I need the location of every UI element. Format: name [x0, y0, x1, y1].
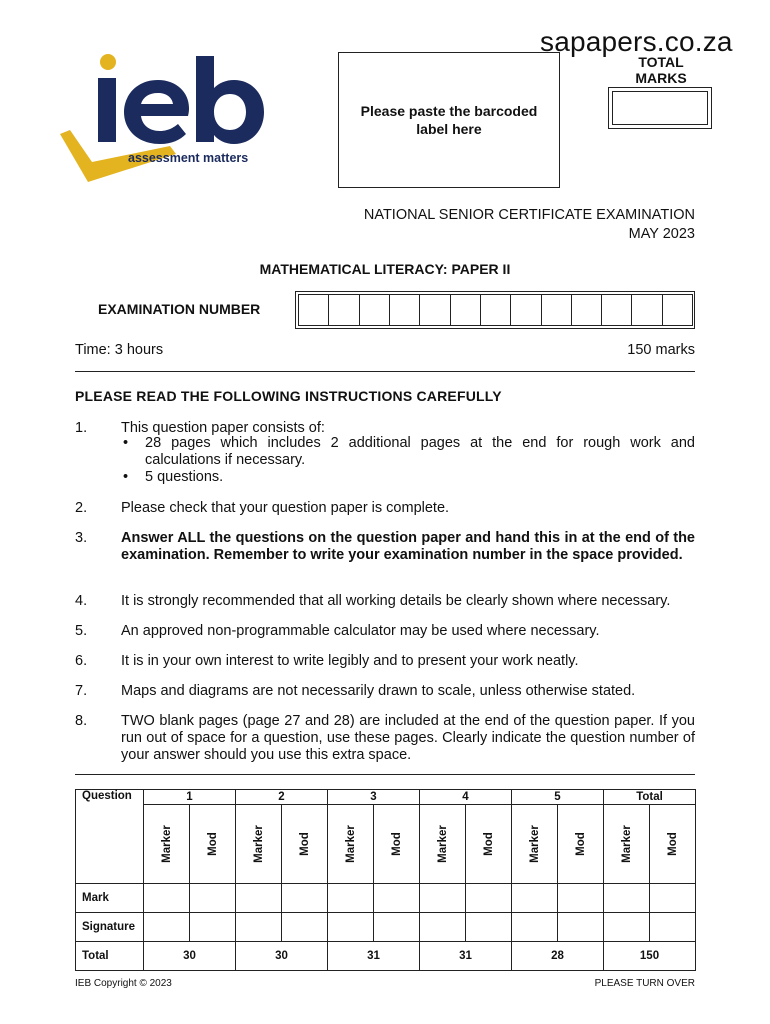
signature-cell[interactable] — [374, 913, 420, 942]
total-marks-box[interactable] — [608, 87, 712, 129]
instruction-number: 2. — [75, 500, 88, 516]
mod-label: Mod — [482, 832, 495, 856]
instruction-text: Maps and diagrams are not necessarily drawn to scale, unless otherwise stated. — [121, 683, 636, 699]
mod-label: Mod — [390, 832, 403, 856]
turn-over-note: PLEASE TURN OVER — [594, 978, 695, 989]
bullet-icon: • — [123, 469, 129, 485]
mark-row — [76, 884, 696, 913]
marker-column-header — [512, 805, 558, 884]
column-header: Total — [604, 790, 696, 805]
instruction-bullets — [121, 435, 695, 486]
column-header: 5 — [512, 790, 604, 805]
instruction-text: It is in your own interest to write legibly and to present your work neatly. — [121, 653, 579, 669]
mark-cell[interactable] — [466, 884, 512, 913]
total-marks-line2: MARKS — [635, 70, 687, 86]
watermark-text: sapapers.co.za — [540, 26, 733, 57]
mark-cell[interactable] — [604, 884, 650, 913]
column-header: 2 — [236, 790, 328, 805]
mod-label: Mod — [206, 832, 219, 856]
marker-column-header — [236, 805, 282, 884]
divider — [75, 371, 695, 372]
exam-title — [364, 206, 695, 244]
signature-cell[interactable] — [650, 913, 696, 942]
table-subheader-row — [76, 805, 696, 884]
mod-column-header — [374, 805, 420, 884]
mod-label: Mod — [298, 832, 311, 856]
mod-column-header — [190, 805, 236, 884]
grand-total: 150 — [604, 942, 696, 971]
mod-column-header — [466, 805, 512, 884]
list-item — [121, 435, 695, 469]
mark-cell[interactable] — [236, 884, 282, 913]
signature-cell[interactable] — [282, 913, 328, 942]
instruction-number: 8. — [75, 713, 88, 729]
marker-column-header — [328, 805, 374, 884]
signature-cell[interactable] — [236, 913, 282, 942]
instruction-number: 1. — [75, 420, 88, 436]
exam-number-cell[interactable] — [480, 294, 511, 326]
exam-number-cell[interactable] — [450, 294, 481, 326]
exam-number-cell[interactable] — [601, 294, 632, 326]
mod-label: Mod — [666, 832, 679, 856]
mark-cell[interactable] — [420, 884, 466, 913]
question-header: Question — [76, 790, 144, 884]
signature-cell[interactable] — [190, 913, 236, 942]
mark-cell[interactable] — [190, 884, 236, 913]
signature-cell[interactable] — [144, 913, 190, 942]
instruction-text: Answer ALL the questions on the question paper and hand this in at the end of the examination. Remember to write your examination number in the space provided. — [121, 530, 695, 563]
exam-title-line1: NATIONAL SENIOR CERTIFICATE EXAMINATION — [363, 207, 695, 223]
barcode-instruction-line2: label here — [416, 121, 482, 137]
table-header-row — [76, 790, 696, 805]
instruction-number: 7. — [75, 683, 88, 699]
mark-cell[interactable] — [512, 884, 558, 913]
question-total: 31 — [420, 942, 512, 971]
mod-column-header — [650, 805, 696, 884]
mark-cell[interactable] — [328, 884, 374, 913]
exam-number-cell[interactable] — [541, 294, 572, 326]
instruction-text: An approved non-programmable calculator may be used where necessary. — [121, 623, 600, 639]
exam-number-cell[interactable] — [510, 294, 541, 326]
marker-column-header — [144, 805, 190, 884]
signature-cell[interactable] — [420, 913, 466, 942]
instruction-text: It is strongly recommended that all working details be clearly shown where necessary. — [121, 593, 671, 609]
question-total: 28 — [512, 942, 604, 971]
exam-number-cell[interactable] — [631, 294, 662, 326]
signature-cell[interactable] — [558, 913, 604, 942]
exam-number-cell[interactable] — [419, 294, 450, 326]
bullet-text: 28 pages which includes 2 additional pages at the end for rough work and calculations if necessary. — [145, 435, 695, 468]
mark-cell[interactable] — [144, 884, 190, 913]
exam-number-cell[interactable] — [571, 294, 602, 326]
row-label: Mark — [76, 884, 144, 913]
ieb-logo — [58, 50, 278, 190]
signature-cell[interactable] — [604, 913, 650, 942]
instruction-number: 4. — [75, 593, 88, 609]
mark-cell[interactable] — [650, 884, 696, 913]
exam-number-cell[interactable] — [328, 294, 359, 326]
instruction-text: TWO blank pages (page 27 and 28) are included at the end of the question paper. If you run out of space for a question, use these pages. Clearly indicate the question number of your answer should you use this extra space. — [121, 713, 695, 763]
marker-label: Marker — [436, 825, 449, 863]
marker-label: Marker — [160, 825, 173, 863]
mod-label: Mod — [574, 832, 587, 856]
barcode-instruction-line1: Please paste the barcoded — [360, 103, 538, 119]
row-label: Total — [76, 942, 144, 971]
instruction-number: 5. — [75, 623, 88, 639]
copyright: IEB Copyright © 2023 — [75, 978, 172, 989]
signature-cell[interactable] — [466, 913, 512, 942]
bullet-text: 5 questions. — [145, 469, 224, 485]
time-allowed: Time: 3 hours — [75, 342, 164, 358]
total-marks-line1: TOTAL — [638, 54, 684, 70]
signature-cell[interactable] — [512, 913, 558, 942]
mod-column-header — [558, 805, 604, 884]
marker-label: Marker — [252, 825, 265, 863]
divider — [75, 774, 695, 775]
question-total: 31 — [328, 942, 420, 971]
bullet-icon: • — [123, 435, 129, 451]
exam-number-cell[interactable] — [359, 294, 390, 326]
marker-label: Marker — [344, 825, 357, 863]
row-label: Signature — [76, 913, 144, 942]
total-row — [76, 942, 696, 971]
signature-cell[interactable] — [328, 913, 374, 942]
question-total: 30 — [144, 942, 236, 971]
exam-number-cell[interactable] — [389, 294, 420, 326]
paper-title: MATHEMATICAL LITERACY: PAPER II — [259, 261, 511, 277]
marker-label: Marker — [620, 825, 633, 863]
logo-tagline: assessment matters — [128, 151, 249, 165]
instructions-heading: PLEASE READ THE FOLLOWING INSTRUCTIONS CAREFULLY — [75, 388, 502, 404]
exam-date: MAY 2023 — [628, 226, 695, 242]
signature-row — [76, 913, 696, 942]
barcode-label-box — [338, 52, 560, 188]
exam-number-input-grid[interactable] — [295, 291, 695, 329]
exam-number-label: EXAMINATION NUMBER — [98, 301, 261, 317]
column-header: 4 — [420, 790, 512, 805]
column-header: 3 — [328, 790, 420, 805]
marks-table — [75, 789, 696, 971]
instruction-text: This question paper consists of: — [121, 420, 325, 436]
mark-cell[interactable] — [558, 884, 604, 913]
instruction-number: 3. — [75, 530, 88, 546]
exam-number-cell[interactable] — [298, 294, 329, 326]
instruction-number: 6. — [75, 653, 88, 669]
ieb-logo-graphic — [58, 50, 278, 190]
mark-cell[interactable] — [282, 884, 328, 913]
instruction-text: Please check that your question paper is complete. — [121, 500, 450, 516]
column-header: 1 — [144, 790, 236, 805]
marker-label: Marker — [528, 825, 541, 863]
mod-column-header — [282, 805, 328, 884]
list-item — [121, 469, 695, 486]
marker-column-header — [420, 805, 466, 884]
exam-number-cell[interactable] — [662, 294, 693, 326]
question-total: 30 — [236, 942, 328, 971]
mark-cell[interactable] — [374, 884, 420, 913]
marker-column-header — [604, 805, 650, 884]
total-marks-label — [608, 54, 714, 86]
total-marks-value: 150 marks — [627, 342, 695, 358]
